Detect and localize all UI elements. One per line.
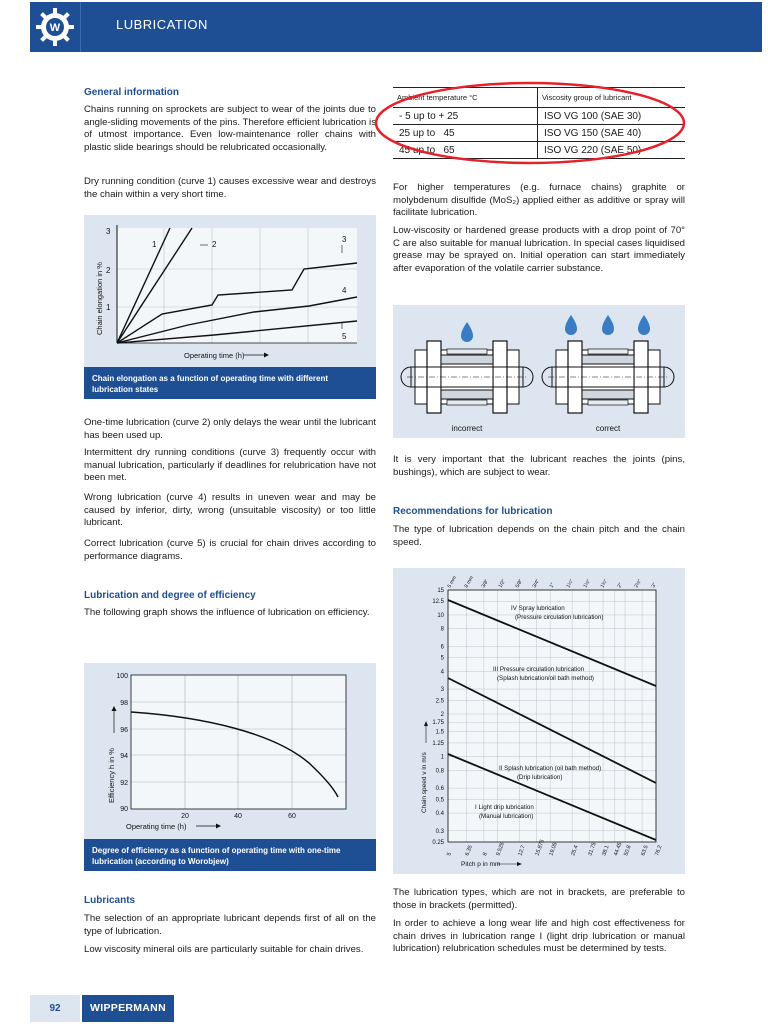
curve-5-paragraph: Correct lubrication (curve 5) is crucial for chain drives according to performance diagrams. [84, 538, 376, 562]
x-tick-label: 31.75 [587, 841, 598, 857]
y-axis-label: Efficiency h in % [107, 748, 116, 803]
table-cell: ISO VG 100 (SAE 30) [538, 108, 686, 125]
y-tick-label: 1.75 [432, 720, 444, 727]
curve-3-paragraph: Intermittent dry running conditions (curve 3) frequently occur with manual lubrication, particularly if deadlines for relubrication have not been met. [84, 447, 376, 484]
y-tick-label: 0.5 [435, 797, 444, 804]
y-tick-label: 8 [440, 626, 444, 633]
y-tick-94: 94 [120, 753, 128, 760]
curve-label-5: 5 [342, 332, 347, 341]
y-tick-label: 10 [437, 612, 444, 619]
y-tick-98: 98 [120, 700, 128, 707]
y-tick-label: 2.5 [435, 698, 444, 705]
lubricants-paragraph-1: The selection of an appropriate lubricant depends first of all on the type of lubrication. [84, 913, 376, 937]
curve-label-1: 1 [152, 240, 157, 249]
page-title: LUBRICATION [116, 17, 208, 32]
y-tick-3: 3 [106, 227, 111, 236]
top-tick-label: 5 mm [446, 575, 458, 589]
x-axis-label: Pitch p in mm [461, 861, 501, 868]
recommendations-title: Recommendations for lubrication [393, 506, 553, 517]
x-tick-label: 25.4 [570, 844, 580, 857]
incorrect-label: incorrect [451, 424, 483, 433]
y-tick-label: 0.3 [435, 828, 444, 835]
efficiency-caption: Degree of efficiency as a function of operating time with one-time lubrication (according to Worobjew) [84, 839, 376, 871]
drop-icon [638, 315, 650, 335]
top-tick-label: 1½" [582, 578, 593, 589]
lubrication-placement-figure [393, 305, 685, 438]
zone-i-sublabel: (Manual lubrication) [479, 813, 534, 820]
y-tick-label: 4 [440, 669, 444, 676]
y-tick-label: 0.4 [435, 811, 444, 818]
y-tick-96: 96 [120, 727, 128, 734]
x-tick-60: 60 [288, 813, 296, 820]
zone-ii-label: II Splash lubrication (oil bath method) [499, 765, 602, 772]
lubrication-range-chart [393, 568, 685, 874]
general-info-title: General information [84, 87, 180, 98]
drop-icon [565, 315, 577, 335]
table-cell: - 5 up to + 25 [393, 108, 538, 125]
x-tick-label: 6.35 [464, 844, 474, 857]
y-tick-label: 3 [440, 687, 444, 694]
y-tick-label: 1.5 [435, 729, 444, 736]
x-tick-label: 38.1 [601, 844, 611, 857]
chain-elongation-figure [84, 215, 376, 367]
chain-link-correct [542, 341, 674, 413]
efficiency-figure [84, 663, 376, 839]
drop-icon [461, 322, 473, 342]
efficiency-paragraph: The following graph shows the influence of lubrication on efficiency. [84, 607, 370, 618]
y-axis-label: Chain speed v in m/s [421, 752, 428, 813]
highlight-ellipse [370, 76, 690, 172]
y-tick-1: 1 [106, 303, 111, 312]
top-tick-label: 2" [616, 582, 625, 589]
table-cell: ISO VG 150 (SAE 40) [538, 125, 686, 142]
curve-label-2: 2 [212, 240, 217, 249]
x-tick-label: 19.05 [548, 841, 559, 857]
y-tick-label: 12.5 [432, 599, 444, 606]
y-tick-90: 90 [120, 806, 128, 813]
lubrication-placement-diagram [393, 305, 685, 438]
efficiency-chart [84, 663, 376, 839]
y-tick-label: 0.25 [432, 840, 444, 846]
y-tick-label: 0.8 [435, 768, 444, 775]
x-tick-label: 5 [446, 851, 453, 857]
logo [30, 2, 81, 52]
x-tick-40: 40 [234, 813, 242, 820]
top-tick-label: 2½" [633, 578, 644, 589]
y-tick-label: 0.6 [435, 786, 444, 793]
y-tick-label: 15 [437, 588, 444, 594]
chain-elongation-caption: Chain elongation as a function of operating time with different lubrication states [84, 367, 376, 399]
lubrication-range-figure [393, 568, 685, 874]
curve-label-4: 4 [342, 286, 347, 295]
top-tick-label: 5/8" [514, 578, 525, 589]
x-tick-label: 63.5 [640, 844, 650, 857]
y-tick-2: 2 [106, 266, 111, 275]
top-tick-label: 3/4" [531, 578, 542, 589]
chain-elongation-chart [84, 215, 376, 367]
top-tick-label: 8 mm [463, 575, 475, 589]
x-tick-label: 50.8 [623, 844, 633, 857]
lubrication-types-paragraph: The lubrication types, which are not in brackets, are preferable to those in brackets (permitted). [393, 887, 685, 911]
curve-2-paragraph: One-time lubrication (curve 2) only delays the wear until the lubricant has been used up. [84, 417, 376, 441]
joints-paragraph: It is very important that the lubricant reaches the joints (pins, bushings), which are subject to wear. [393, 454, 685, 478]
recommendations-paragraph: The type of lubrication depends on the chain pitch and the chain speed. [393, 524, 685, 548]
y-tick-label: 5 [440, 655, 444, 662]
zone-iii-label: III Pressure circulation lubrication [493, 666, 585, 673]
y-tick-92: 92 [120, 780, 128, 787]
curve-4-paragraph: Wrong lubrication (curve 4) results in uneven wear and may be caused by inferior, dirty, wrong (unsuitable viscosity) or too little lubricant. [84, 492, 376, 529]
svg-text:W: W [49, 22, 61, 34]
y-tick-label: 1.25 [432, 740, 444, 747]
wippermann-gear-logo-icon [34, 6, 76, 48]
x-tick-label: 8 [482, 851, 489, 857]
x-axis-label: Operating time (h) [126, 822, 187, 831]
drop-icon [602, 315, 614, 335]
zone-i-label: I Light drip lubrication [475, 804, 534, 811]
x-tick-20: 20 [181, 813, 189, 820]
x-tick-label: 44.45 [613, 841, 624, 857]
brand-label: WIPPERMANN [82, 995, 174, 1022]
zone-iv-label: IV Spray lubrication [511, 605, 565, 612]
zone-iii-sublabel: (Splash lubrication/oil bath method) [497, 675, 594, 682]
top-tick-label: 1¾" [599, 578, 610, 589]
page-number: 92 [30, 995, 80, 1022]
top-tick-label: 3/8" [480, 578, 491, 589]
zone-ii-sublabel: (Drip lubrication) [517, 774, 563, 781]
table-cell: 25 up to 45 [393, 125, 538, 142]
lubricants-paragraph-2: Low viscosity mineral oils are particularly suitable for chain drives. [84, 944, 364, 955]
chain-link-incorrect [401, 341, 533, 413]
x-tick-label: 15.875 [534, 838, 546, 857]
table-cell: ISO VG 220 (SAE 50) [538, 142, 686, 159]
y-tick-label: 6 [440, 644, 444, 651]
y-axis-label: Chain elongation in % [95, 262, 104, 335]
wear-life-paragraph: In order to achieve a long wear life and high cost effectiveness for chain drives in lubrication range I (light drip lubrication or manual lubrication) relubrication schedules must be determined by tests. [393, 918, 685, 955]
top-tick-label: 1" [548, 582, 557, 589]
top-tick-label: 3" [650, 582, 659, 589]
x-tick-label: 12.7 [517, 844, 527, 857]
x-tick-label: 9.525 [495, 841, 506, 857]
table-header: Viscosity group of lubricant [538, 88, 686, 108]
general-info-paragraph-1: Chains running on sprockets are subject to wear of the joints due to angle-sliding movements of the pins. Therefore efficient lubrication is of utmost importance. Even low-maintenance roller chains with plastic slide bearings should be relubricated occasionally. [84, 104, 376, 153]
top-tick-label: 1/2" [497, 578, 508, 589]
curve-label-3: 3 [342, 235, 347, 244]
table-cell: 45 up to 65 [393, 142, 538, 159]
zone-iv-sublabel: (Pressure circulation lubrication) [515, 614, 604, 621]
general-info-paragraph-2: Dry running condition (curve 1) causes excessive wear and destroys the chain within a very short time. [84, 176, 376, 200]
lubricants-title: Lubricants [84, 895, 136, 906]
page-header [30, 2, 762, 52]
high-temp-paragraph: For higher temperatures (e.g. furnace chains) graphite or molybdenum disulfide (MoS₂) applied either as additive or spray will facilitate lubrication. [393, 182, 685, 219]
efficiency-title: Lubrication and degree of efficiency [84, 590, 256, 601]
x-axis-label: Operating time (h) [184, 351, 245, 360]
table-header: Ambient temperature °C [393, 88, 538, 108]
y-tick-label: 2 [440, 712, 444, 719]
top-tick-label: 1¼" [565, 578, 576, 589]
correct-label: correct [595, 424, 621, 433]
x-tick-label: 76.2 [654, 844, 664, 857]
grease-paragraph: Low-viscosity or hardened grease products with a drop point of 70° C are also suitable for manual lubrication. In special cases liquidised grease may be sprayed on. Initial operation can start immediately after evaporation of the volatile carrier substance. [393, 225, 685, 274]
y-tick-100: 100 [116, 673, 128, 680]
y-tick-label: 1 [440, 754, 444, 761]
